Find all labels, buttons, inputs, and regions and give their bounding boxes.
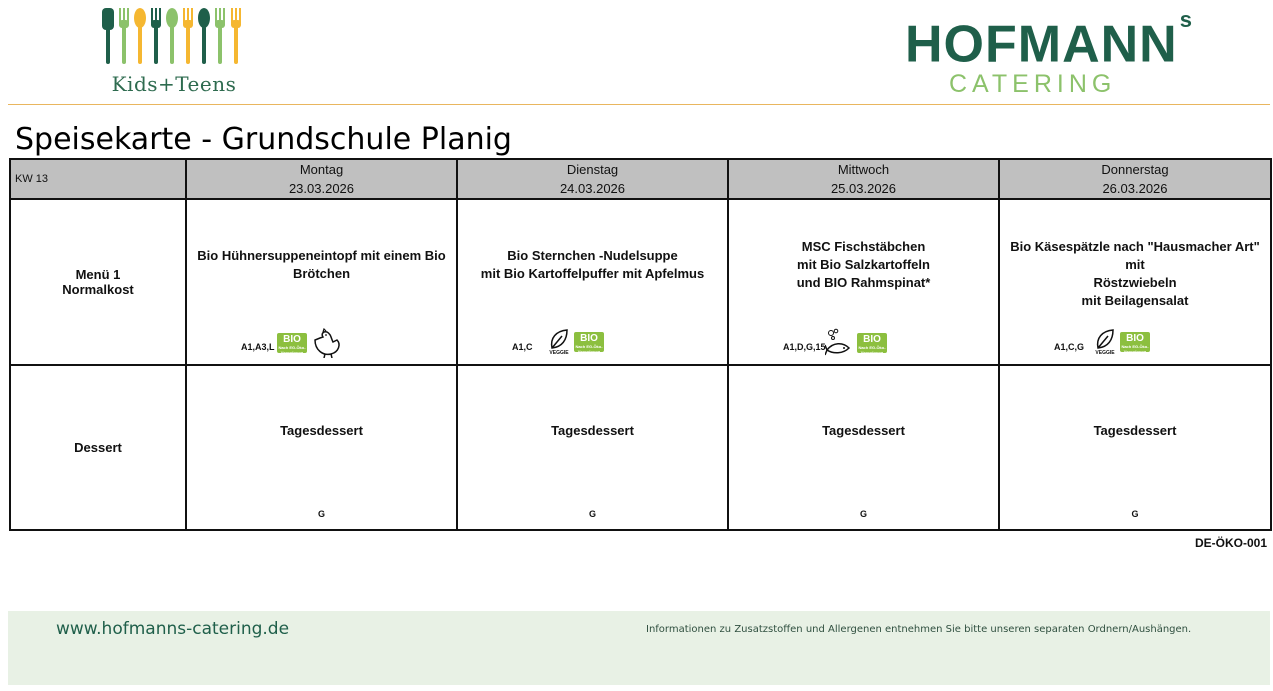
catering-wordmark: CATERING — [949, 70, 1117, 98]
menu-cell-tuesday — [457, 199, 728, 365]
dessert-cell-monday — [186, 365, 457, 530]
allergen-codes: G — [588, 509, 596, 519]
bio-icon: BIO Nach EG-Öko-Verordnung — [575, 333, 603, 354]
dish-text: Bio Sternchen -Nudelsuppe mit Bio Kartoffelpuffer mit Apfelmus — [480, 248, 705, 281]
week-label: KW 13 — [10, 159, 186, 199]
allergen-codes: A1,D,G,15 — [783, 342, 826, 352]
veggie-icon: VEGGIE — [548, 328, 570, 356]
dish-text: MSC Fischstäbchen mit Bio Salzkartoffeln und BIO Rahmspinat* — [796, 239, 931, 290]
dessert-text: Tagesdessert — [551, 423, 634, 438]
certification-code: DE-ÖKO-001 — [1194, 536, 1267, 550]
website-link[interactable]: www.hofmanns-catering.de — [56, 619, 290, 639]
dessert-cell-thursday — [999, 365, 1271, 530]
fish-icon — [825, 328, 853, 358]
kids-teens-logo — [96, 6, 252, 96]
allergen-codes: A1,C — [512, 342, 533, 352]
day-header-thursday: Donnerstag 26.03.2026 — [999, 159, 1271, 199]
menu-label: Menü 1 Normalkost — [10, 199, 186, 365]
dish-text: Bio Käsespätzle nach "Hausmacher Art" mit Röstzwiebeln mit Beilagensalat — [1010, 239, 1260, 308]
allergen-codes: A1,A3,L — [241, 342, 275, 352]
cutlery-icon — [100, 6, 248, 66]
dessert-row — [10, 365, 1271, 530]
menu-cell-monday — [186, 199, 457, 365]
hofmanns-wordmark: HOFMANN$^s$ — [905, 7, 1193, 74]
day-header-monday: Montag 23.03.2026 — [186, 159, 457, 199]
page-title: Speisekarte - Grundschule Planig — [15, 122, 512, 157]
dessert-text: Tagesdessert — [1093, 423, 1177, 438]
bio-icon: BIO Nach EG-Öko-Verordnung — [1121, 333, 1149, 354]
bio-icon: BIO Nach EG-Öko-Verordnung — [278, 334, 306, 355]
dessert-cell-tuesday — [457, 365, 728, 530]
chicken-icon — [311, 328, 343, 358]
menu-cell-thursday — [999, 199, 1271, 365]
allergen-codes: G — [317, 509, 325, 519]
hofmanns-logo — [905, 6, 1193, 98]
day-header-tuesday: Dienstag 24.03.2026 — [457, 159, 728, 199]
bio-icon: BIO Nach EG-Öko-Verordnung — [858, 334, 886, 355]
dessert-text: Tagesdessert — [280, 423, 363, 438]
dessert-cell-wednesday — [728, 365, 999, 530]
header-row — [10, 159, 1271, 199]
footer — [8, 611, 1270, 685]
allergen-note: Informationen zu Zusatzstoffen und Allergenen entnehmen Sie bitte unseren separaten Ordnern/Aushängen. — [646, 624, 1192, 635]
header-divider — [8, 104, 1270, 105]
menu-table — [9, 158, 1272, 531]
day-header-wednesday: Mittwoch 25.03.2026 — [728, 159, 999, 199]
kids-teens-text: Kids+Teens — [111, 72, 237, 96]
allergen-codes: G — [1131, 509, 1139, 519]
allergen-codes: G — [859, 509, 867, 519]
allergen-codes: A1,C,G — [1054, 342, 1085, 352]
menu-cell-wednesday — [728, 199, 999, 365]
veggie-icon: VEGGIE — [1094, 328, 1116, 356]
dish-text: Bio Hühnersuppeneintopf mit einem Bio Brötchen — [197, 248, 446, 281]
dessert-text: Tagesdessert — [822, 423, 905, 438]
dessert-label: Dessert — [10, 365, 186, 530]
menu-row — [10, 199, 1271, 365]
